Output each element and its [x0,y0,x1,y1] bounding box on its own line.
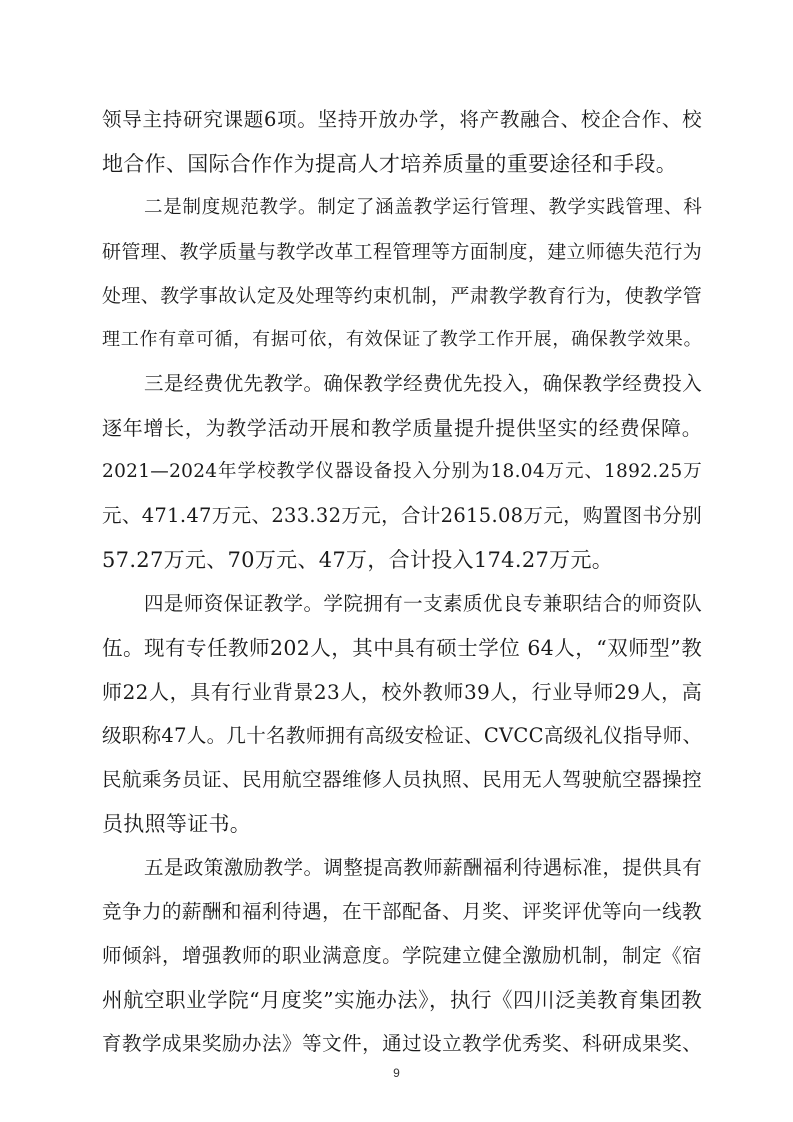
text-line: 五是政策激励教学。调整提高教师薪酬福利待遇标准，提供具有 [144,856,702,879]
text-line: 三是经费优先教学。确保教学经费优先投入，确保教学经费投入 [144,372,702,395]
text-line: 师22人，具有行业背景23人，校外教师39人，行业导师29人，高 [102,680,702,704]
text-line: 师倾斜，增强教师的职业满意度。学院建立健全激励机制，制定《宿 [102,944,702,967]
text-line: 伍。现有专任教师202人，其中具有硕士学位 64人，“双师型”教 [102,636,702,660]
text-line: 级职称47人。几十名教师拥有高级安检证、CVCC高级礼仪指导师、 [102,724,703,747]
text-line: 二是制度规范教学。制定了涵盖教学运行管理、教学实践管理、科 [144,197,702,218]
text-line: 逐年增长，为教学活动开展和教学质量提升提供坚实的经费保障。 [102,416,702,440]
text-line: 四是师资保证教学。学院拥有一支素质优良专兼职结合的师资队 [144,592,702,615]
page-number: 9 [393,1066,400,1080]
text-line: 元、471.47万元、233.32万元，合计2615.08万元，购置图书分别 [102,504,702,527]
text-line: 员执照等证书。 [102,812,252,836]
text-line: 地合作、国际合作作为提高人才培养质量的重要途径和手段。 [102,152,678,176]
text-line: 研管理、教学质量与教学改革工程管理等方面制度，建立师德失范行为 [102,241,702,263]
text-line: 民航乘务员证、民用航空器维修人员执照、民用无人驾驶航空器操控 [102,768,702,791]
text-line: 领导主持研究课题6项。坚持开放办学，将产教融合、校企合作、校 [102,108,702,131]
text-line: 州航空职业学院“月度奖”实施办法》，执行《四川泛美教育集团教 [102,988,702,1012]
text-line: 竞争力的薪酬和福利待遇，在干部配备、月奖、评奖评优等向一线教 [102,900,702,923]
text-line: 理工作有章可循，有据可依，有效保证了教学工作开展，确保教学效果。 [102,329,702,350]
text-line: 2021—2024年学校教学仪器设备投入分别为18.04万元、1892.25万 [102,461,702,482]
text-line: 育教学成果奖励办法》等文件，通过设立教学优秀奖、科研成果奖、 [102,1032,702,1055]
text-line: 处理、教学事故认定及处理等约束机制，严肃教学教育行为，使教学管 [102,285,702,307]
text-line: 57.27万元、70万元、47万，合计投入174.27万元。 [102,548,614,572]
